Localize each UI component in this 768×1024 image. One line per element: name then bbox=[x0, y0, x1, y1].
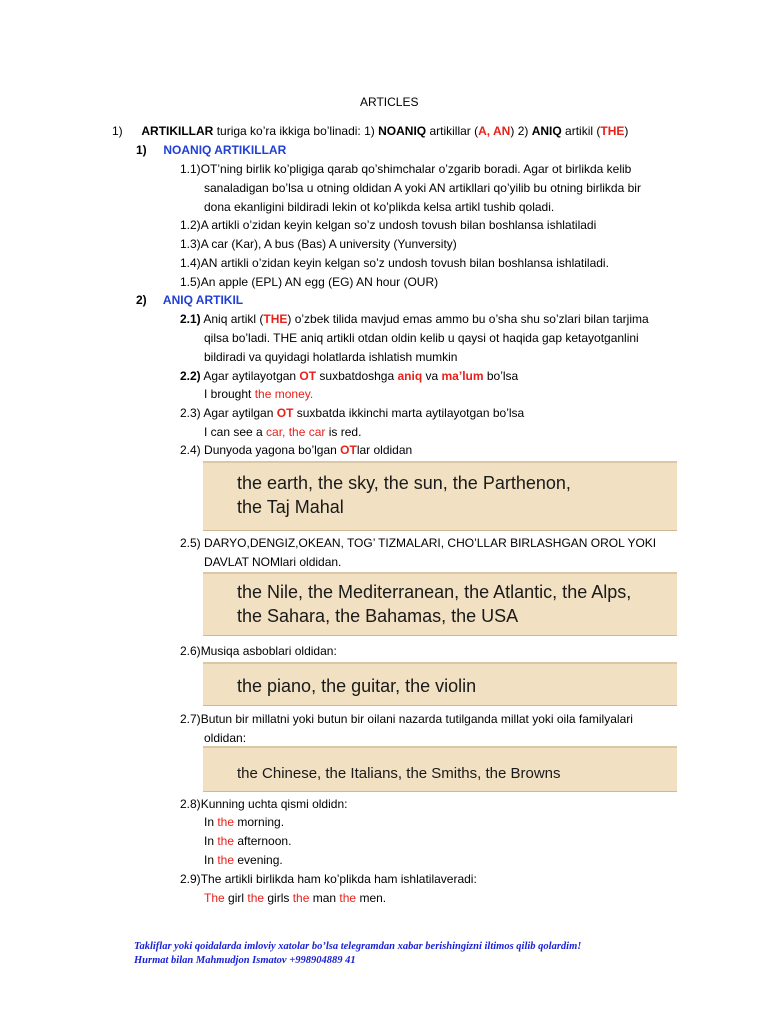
text-run: turiga ko’ra ikkiga bo’linadi: 1) bbox=[213, 124, 379, 138]
item-2-6 bbox=[180, 643, 337, 659]
example-image-unique-nouns bbox=[203, 461, 677, 531]
list-number: 2.9) bbox=[180, 872, 201, 886]
text-run: ) o’zbek tilida mavjud emas ammo bu o’sha shu so’zlari bilan tarjima bbox=[287, 312, 649, 326]
list-number: 1.5) bbox=[180, 275, 201, 289]
example-image-instruments bbox=[203, 662, 677, 706]
highlight-the: the bbox=[217, 853, 235, 867]
item-text: OT’ning birlik ko’pligiga qarab qo’shimchalar o’zgarib boradi. Agar ot birlikda kelib bbox=[200, 162, 632, 176]
example-morning bbox=[204, 814, 284, 830]
item-1-3 bbox=[180, 236, 457, 252]
item-1-1 bbox=[180, 161, 631, 177]
list-number: 1.4) bbox=[180, 256, 201, 270]
subheading-label: ANIQ ARTIKIL bbox=[162, 293, 244, 307]
text-run: va bbox=[422, 369, 442, 383]
text-run: evening. bbox=[234, 853, 283, 867]
highlight-a-an: A, AN bbox=[478, 124, 511, 138]
example-evening bbox=[204, 852, 283, 868]
text-run: suxbatda ikkinchi marta aytilayotgan bo’lsa bbox=[293, 406, 525, 420]
list-number: 2.2) bbox=[180, 369, 201, 383]
text-run: I can see a bbox=[204, 425, 267, 439]
text-run: ) bbox=[624, 124, 629, 138]
text-run: Agar aytilayotgan bbox=[200, 369, 300, 383]
example-image-line: the Nile, the Mediterranean, the Atlantic, the Alps, bbox=[237, 582, 632, 602]
highlight-aniq: aniq bbox=[397, 369, 423, 383]
highlight-ot: OT bbox=[276, 406, 294, 420]
list-number: 2.7) bbox=[180, 712, 201, 726]
list-number: 1) bbox=[112, 124, 123, 138]
list-number: 2) bbox=[136, 293, 147, 307]
text-run: girls bbox=[264, 891, 293, 905]
item-text-cont: bildiradi va quyidagi holatlarda ishlatish mumkin bbox=[204, 350, 458, 364]
text-run: suxbatdoshga bbox=[316, 369, 398, 383]
text-run: ) 2) bbox=[510, 124, 532, 138]
text-run: bo’lsa bbox=[483, 369, 519, 383]
item-2-7 bbox=[180, 711, 633, 727]
example-image-geography bbox=[203, 572, 677, 636]
item-2-9 bbox=[180, 871, 477, 887]
highlight-ot: OT bbox=[299, 369, 317, 383]
list-number: 2.6) bbox=[180, 644, 201, 658]
highlight-ot: OT bbox=[340, 443, 357, 457]
text-run: Agar aytilgan bbox=[200, 406, 277, 420]
item-text-cont: dona ekanligini bildiradi lekin ot ko’plikda kelsa artikl tushib qoladi. bbox=[204, 200, 555, 214]
item-text: DARYO,DENGIZ,OKEAN, TOG’ TIZMALARI, CHO’LLAR BIRLASHGAN OROL YOKI bbox=[200, 536, 657, 550]
highlight-malum: ma’lum bbox=[441, 369, 484, 383]
item-text: Musiqa asboblari oldidan: bbox=[200, 644, 337, 658]
item-text-cont: qilsa bo’ladi. THE aniq artikli otdan oldin kelib u qaysi ot haqida gap ketayotganlini bbox=[204, 331, 639, 345]
item-text: An apple (EPL) AN egg (EG) AN hour (OUR) bbox=[200, 275, 439, 289]
list-number: 2.4) bbox=[180, 443, 201, 457]
highlight-the: THE bbox=[600, 124, 625, 138]
text-run: In bbox=[204, 853, 218, 867]
text-run: morning. bbox=[234, 815, 285, 829]
example-image-line: the piano, the guitar, the violin bbox=[237, 676, 477, 696]
item-2-3 bbox=[180, 405, 524, 421]
list-number: 1.3) bbox=[180, 237, 201, 251]
page-title: ARTICLES bbox=[360, 95, 419, 109]
list-number: 2.5) bbox=[180, 536, 201, 550]
term-artikillar: ARTIKILLAR bbox=[141, 124, 214, 138]
list-number: 2.1) bbox=[180, 312, 201, 326]
text-run: men. bbox=[356, 891, 387, 905]
example-image-nations bbox=[203, 746, 677, 792]
list-number: 2.8) bbox=[180, 797, 201, 811]
example-2-9 bbox=[204, 890, 386, 906]
highlight-the: the bbox=[247, 891, 265, 905]
example-2-2 bbox=[204, 386, 313, 402]
item-text-cont: oldidan: bbox=[204, 731, 247, 745]
item-2-5 bbox=[180, 535, 656, 551]
text-run: In bbox=[204, 834, 218, 848]
text-run: is red. bbox=[325, 425, 362, 439]
text-run: man bbox=[309, 891, 340, 905]
item-text: A artikli o’zidan keyin kelgan so’z undosh tovush bilan boshlansa ishlatiladi bbox=[200, 218, 597, 232]
example-image-line: the earth, the sky, the sun, the Parthenon, bbox=[237, 473, 571, 493]
highlight-the: the bbox=[217, 815, 235, 829]
section-1-line bbox=[112, 123, 628, 139]
example-image-line: the Taj Mahal bbox=[237, 497, 344, 517]
highlight-car: car, the car bbox=[266, 425, 326, 439]
footer-note: Takliflar yoki qoidalarda imloviy xatolar bo’lsa telegramdan xabar berishingizni iltimos qilib qolardim! bbox=[134, 941, 582, 952]
item-1-4 bbox=[180, 255, 609, 271]
item-text: A car (Kar), A bus (Bas) A university (Yunversity) bbox=[200, 237, 457, 251]
highlight-the: The bbox=[204, 891, 225, 905]
list-number: 1) bbox=[136, 143, 147, 157]
text-run: artikillar ( bbox=[426, 124, 479, 138]
highlight-the: the bbox=[217, 834, 235, 848]
list-number: 2.3) bbox=[180, 406, 201, 420]
text-run: artikil ( bbox=[561, 124, 601, 138]
highlight-the-money: the money. bbox=[254, 387, 314, 401]
item-1-2 bbox=[180, 217, 596, 233]
item-2-2 bbox=[180, 368, 518, 384]
subheading-label: NOANIQ ARTIKILLAR bbox=[163, 143, 287, 157]
text-run: girl bbox=[224, 891, 248, 905]
example-2-3 bbox=[204, 424, 361, 440]
text-run: Dunyoda yagona bo’lgan bbox=[200, 443, 341, 457]
text-run: I brought bbox=[204, 387, 255, 401]
footer-signature: Hurmat bilan Mahmudjon Ismatov +998904889 41 bbox=[134, 955, 356, 966]
term-aniq: ANIQ bbox=[531, 124, 562, 138]
list-number: 1.1) bbox=[180, 162, 201, 176]
highlight-the: THE bbox=[263, 312, 288, 326]
item-text-cont: DAVLAT NOMlari oldidan. bbox=[204, 555, 342, 569]
item-text: AN artikli o’zidan keyin kelgan so’z undosh tovush bilan boshlansa ishlatiladi. bbox=[200, 256, 609, 270]
subheading-aniq bbox=[136, 292, 243, 308]
item-text: Kunning uchta qismi oldidn: bbox=[200, 797, 348, 811]
highlight-the: the bbox=[339, 891, 357, 905]
example-image-line: the Chinese, the Italians, the Smiths, the Browns bbox=[237, 765, 561, 782]
text-run: Aniq artikl ( bbox=[200, 312, 264, 326]
item-2-4 bbox=[180, 442, 412, 458]
term-noaniq: NOANIQ bbox=[378, 124, 427, 138]
list-number: 1.2) bbox=[180, 218, 201, 232]
text-run: lar oldidan bbox=[356, 443, 413, 457]
item-1-5 bbox=[180, 274, 438, 290]
item-2-8 bbox=[180, 796, 347, 812]
text-run: In bbox=[204, 815, 218, 829]
item-text: Butun bir millatni yoki butun bir oilani nazarda tutilganda millat yoki oila familyalari bbox=[200, 712, 633, 726]
text-run: afternoon. bbox=[234, 834, 292, 848]
item-text-cont: sanaladigan bo’lsa u otning oldidan A yoki AN artikllari qo’yilib bu otning birlikda bir bbox=[204, 181, 641, 195]
subheading-noaniq bbox=[136, 142, 286, 158]
item-text: The artikli birlikda ham ko’plikda ham ishlatilaveradi: bbox=[200, 872, 477, 886]
example-image-line: the Sahara, the Bahamas, the USA bbox=[237, 606, 519, 626]
example-afternoon bbox=[204, 833, 291, 849]
highlight-the: the bbox=[292, 891, 310, 905]
item-2-1 bbox=[180, 311, 649, 327]
